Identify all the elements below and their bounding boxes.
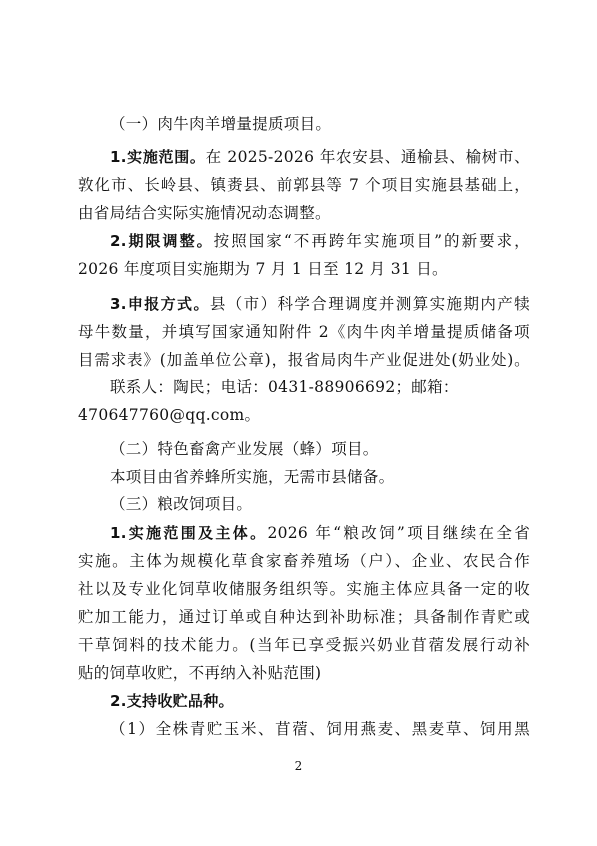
section-2-paragraph: 本项目由省养蜂所实施，无需市县储备。 bbox=[110, 468, 395, 486]
section-1-heading: （一）肉牛肉羊增量提质项目。 bbox=[110, 115, 332, 133]
section-1-item-2-title: 2.期限调整。 bbox=[110, 232, 214, 250]
section-1-item-3-line-3: 目需求表》(加盖单位公章)，报省局肉牛产业促进处(奶业处)。 bbox=[78, 351, 530, 369]
section-3-heading: （三）粮改饲项目。 bbox=[110, 495, 253, 513]
section-3-item-2-line-1: （1）全株青贮玉米、苜蓿、饲用燕麦、黑麦草、饲用黑 bbox=[110, 720, 530, 738]
section-1-item-3-title: 3.申报方式。 bbox=[110, 295, 210, 313]
section-3-item-1-line-6: 贴的饲草收贮，不再纳入补贴范围) bbox=[78, 664, 322, 682]
section-3-item-1-title: 1.实施范围及主体。 bbox=[110, 524, 268, 542]
contact-line-1: 联系人：陶民；电话：0431-88906692；邮箱： bbox=[110, 378, 459, 396]
section-1-item-3-line-1: 3.申报方式。县（市）科学合理调度并测算实施期内产犊 bbox=[110, 295, 530, 313]
section-3-item-1-line-4: 贮加工能力，通过订单或自种达到补助标准；具备制作青贮或 bbox=[78, 608, 530, 626]
section-3-item-1-line-5: 干草饲料的技术能力。(当年已享受振兴奶业苜蓿发展行动补 bbox=[78, 636, 530, 654]
contact-email-line: 470647760@qq.com。 bbox=[78, 406, 261, 424]
section-1-item-3-line-2: 母牛数量，并填写国家通知附件 2《肉牛肉羊增量提质储备项 bbox=[78, 323, 530, 341]
section-3-item-2-title: 2.支持收贮品种。 bbox=[110, 692, 234, 710]
section-2-heading: （二）特色畜禽产业发展（蜂）项目。 bbox=[110, 440, 379, 458]
section-1-item-1-line-3: 由省局结合实际实施情况动态调整。 bbox=[78, 204, 331, 222]
page-number: 2 bbox=[294, 759, 303, 773]
section-1-item-1-line-2: 敦化市、长岭县、镇赉县、前郭县等 7 个项目实施县基础上， bbox=[78, 176, 530, 194]
section-3-item-1-line-2: 实施。主体为规模化草食家畜养殖场（户）、企业、农民合作 bbox=[78, 552, 530, 570]
section-1-item-1-line-1: 1.实施范围。在 2025-2026 年农安县、通榆县、榆树市、 bbox=[110, 148, 530, 166]
section-3-item-1-line-3: 社以及专业化饲草收储服务组织等。实施主体应具备一定的收 bbox=[78, 580, 530, 598]
section-3-item-1-line-1: 1.实施范围及主体。2026 年“粮改饲”项目继续在全省 bbox=[110, 524, 530, 542]
section-1-item-2-line-1: 2.期限调整。按照国家“不再跨年实施项目”的新要求， bbox=[110, 232, 530, 250]
section-1-item-1-title: 1.实施范围。 bbox=[110, 148, 206, 166]
section-1-item-2-line-2: 2026 年度项目实施期为 7 月 1 日至 12 月 31 日。 bbox=[78, 260, 448, 278]
